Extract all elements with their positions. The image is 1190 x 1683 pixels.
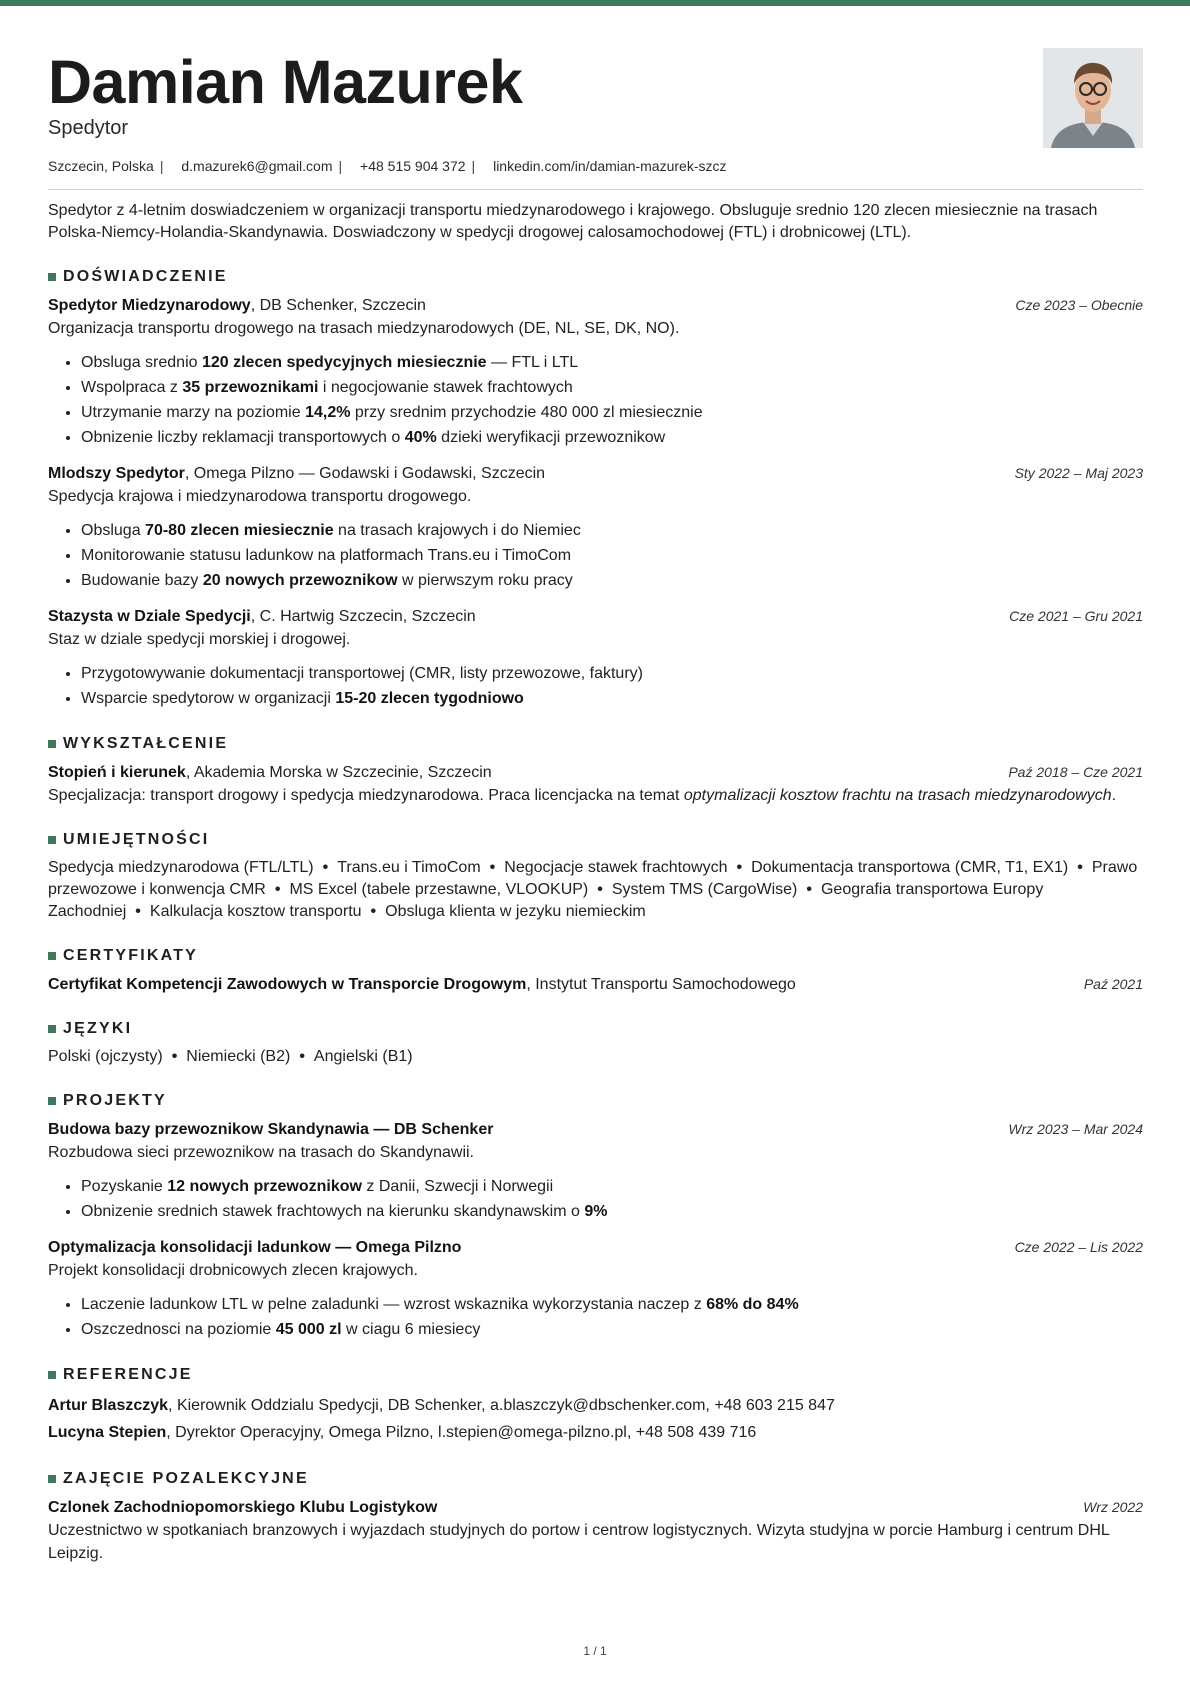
entry-title (48, 1496, 437, 1519)
reference-details: , Kierownik Oddzialu Spedycji, DB Schenker, a.blaszczyk@dbschenker.com, +48 603 215 847 (168, 1397, 835, 1414)
bullet-dot-icon: • (736, 859, 743, 876)
portrait-image (1043, 48, 1143, 148)
resume-header (48, 0, 1143, 190)
section-marker-icon (48, 273, 56, 281)
resume-content (48, 0, 1143, 1577)
achievement-item: • Wsparcie spedytorow w organizacji 15-20 zlecen tygodniowo (81, 686, 1143, 711)
skill-item: Dokumentacja transportowa (CMR, T1, EX1) (751, 859, 1069, 876)
bullet-dot-icon: • (806, 881, 812, 898)
project-entry (48, 1118, 1143, 1224)
contact-phone[interactable]: +48 515 904 372 (360, 158, 466, 174)
achievement-item: • Obnizenie liczby reklamacji transportowych o 40% dzieki weryfikacji przewoznikow (81, 425, 1143, 450)
languages-section (48, 1018, 1143, 1068)
entry-title (48, 761, 492, 784)
education-section (48, 733, 1143, 807)
bullet-dot-icon: • (322, 859, 329, 876)
contact-location: Szczecin, Polska (48, 158, 154, 174)
entry-header (48, 1236, 1143, 1259)
bullet-dot-icon: • (274, 881, 281, 898)
section-title-references: REFERENCJE (63, 1366, 193, 1383)
entry-date: Paź 2018 – Cze 2021 (1008, 764, 1143, 780)
reference-item (48, 1392, 1143, 1419)
entry-title (48, 294, 426, 317)
reference-details: , Dyrektor Operacyjny, Omega Pilzno, l.stepien@omega-pilzno.pl, +48 508 439 716 (166, 1424, 757, 1441)
section-title-languages: JĘZYKI (63, 1020, 133, 1037)
bullet-dot-icon: • (489, 859, 496, 876)
entry-date: Sty 2022 – Maj 2023 (1014, 465, 1143, 481)
job-role: Spedytor Miedzynarodowy (48, 297, 251, 314)
entry-title (48, 1118, 493, 1141)
job-company: , Omega Pilzno — Godawski i Godawski, Szczecin (184, 465, 546, 482)
achievement-item: • Budowanie bazy 20 nowych przewoznikow w pierwszym roku pracy (81, 568, 1143, 593)
experience-section (48, 266, 1143, 711)
achievement-item: • Wspolpraca z 35 przewoznikami i negocjowanie stawek frachtowych (81, 375, 1143, 400)
achievement-item: • Pozyskanie 12 nowych przewoznikow z Danii, Szwecji i Norwegii (81, 1174, 1143, 1199)
bullet-dot-icon: • (299, 1048, 305, 1065)
achievement-list (48, 1292, 1143, 1342)
section-marker-icon (48, 1475, 56, 1483)
entry-header (48, 761, 1143, 784)
achievement-item: • Obsluga 70-80 zlecen miesiecznie na trasach krajowych i do Niemiec (81, 518, 1143, 543)
skills-section (48, 829, 1143, 923)
certificate-issuer: , Instytut Transportu Samochodowego (526, 976, 796, 993)
achievement-list (48, 518, 1143, 593)
section-marker-icon (48, 1097, 56, 1105)
job-role: Mlodszy Spedytor (48, 465, 185, 482)
candidate-name: Damian Mazurek (48, 48, 523, 116)
skill-item: Spedycja miedzynarodowa (FTL/LTL) (48, 859, 314, 876)
education-entry (48, 761, 1143, 807)
section-title-education: WYKSZTAŁCENIE (63, 735, 229, 752)
language-item: Angielski (B1) (313, 1048, 413, 1065)
bullet-dot-icon: • (135, 903, 141, 920)
achievement-item: • Obsluga srednio 120 zlecen spedycyjnych miesiecznie — FTL i LTL (81, 350, 1143, 375)
entry-description: Projekt konsolidacji drobnicowych zlecen krajowych. (48, 1262, 418, 1279)
entry-description: Spedycja krajowa i miedzynarodowa transportu drogowego. (48, 488, 472, 505)
entry-description: Specjalizacja: transport drogowy i spedycja miedzynarodowa. Praca licencjacka na temat optymalizacji kosztow frachtu na trasach miedzynarodowych. (48, 787, 1117, 804)
skill-item: System TMS (CargoWise) (611, 881, 798, 898)
section-heading (48, 945, 1143, 967)
contact-email[interactable]: d.mazurek6@gmail.com (181, 158, 333, 174)
achievement-list (48, 350, 1143, 450)
skill-item: Trans.eu i TimoCom (337, 859, 481, 876)
header-divider (48, 189, 1143, 190)
experience-entry (48, 605, 1143, 711)
contact-separator: | (338, 158, 343, 174)
entry-date: Cze 2023 – Obecnie (1015, 297, 1143, 313)
bullet-dot-icon: • (1077, 859, 1083, 876)
entry-date: Wrz 2022 (1083, 1499, 1143, 1515)
job-company: , DB Schenker, Szczecin (250, 297, 426, 314)
section-heading (48, 1090, 1143, 1112)
bullet-dot-icon: • (171, 1048, 178, 1065)
skill-item: Prawo przewozowe i konwencja CMR (48, 859, 1138, 898)
section-heading (48, 1018, 1143, 1040)
certificates-section (48, 945, 1143, 996)
contact-linkedin[interactable]: linkedin.com/in/damian-mazurek-szcz (493, 158, 727, 174)
activity-name: Czlonek Zachodniopomorskiego Klubu Logistykow (48, 1499, 438, 1516)
entry-title (48, 605, 476, 628)
entry-description: Rozbudowa sieci przewoznikow na trasach do Skandynawii. (48, 1144, 474, 1161)
skill-item: Negocjacje stawek frachtowych (504, 859, 728, 876)
page-number: 1 / 1 (583, 1644, 607, 1658)
section-title-extracurricular: ZAJĘCIE POZALEKCYJNE (63, 1470, 309, 1487)
section-title-projects: PROJEKTY (63, 1092, 167, 1109)
languages-list (48, 1046, 1143, 1068)
section-marker-icon (48, 1025, 56, 1033)
skill-item: MS Excel (tabele przestawne, VLOOKUP) (289, 881, 589, 898)
entry-description: Organizacja transportu drogowego na trasach miedzynarodowych (DE, NL, SE, DK, NO). (48, 320, 680, 337)
job-role: Stazysta w Dziale Spedycji (48, 608, 251, 625)
achievement-item: • Przygotowywanie dokumentacji transportowej (CMR, listy przewozowe, faktury) (81, 661, 1143, 686)
entry-date: Wrz 2023 – Mar 2024 (1008, 1121, 1143, 1137)
projects-section (48, 1090, 1143, 1342)
achievement-item: • Laczenie ladunkow LTL w pelne zaladunki — wzrost wskaznika wykorzystania naczep z 68% do 84% (81, 1292, 1143, 1317)
section-marker-icon (48, 952, 56, 960)
section-title-skills: UMIEJĘTNOŚCI (63, 831, 210, 848)
achievement-item: • Utrzymanie marzy na poziomie 14,2% przy srednim przychodzie 480 000 zl miesiecznie (81, 400, 1143, 425)
entry-header (48, 605, 1143, 628)
entry-date: Cze 2021 – Gru 2021 (1009, 608, 1143, 624)
entry-header (48, 462, 1143, 485)
entry-header (48, 1496, 1143, 1519)
project-name: Optymalizacja konsolidacji ladunkow — Omega Pilzno (48, 1239, 462, 1256)
entry-header (48, 973, 1143, 996)
skill-item: Geografia transportowa Europy Zachodniej (48, 881, 1044, 920)
language-item: Polski (ojczysty) (48, 1048, 163, 1065)
achievement-list (48, 1174, 1143, 1224)
section-marker-icon (48, 836, 56, 844)
bullet-dot-icon: • (597, 881, 603, 898)
achievement-item: • Monitorowanie statusu ladunkow na platformach Trans.eu i TimoCom (81, 543, 1143, 568)
school: , Akademia Morska w Szczecinie, Szczecin (185, 764, 492, 781)
entry-description: Staz w dziale spedycji morskiej i drogowej. (48, 631, 351, 648)
entry-title (48, 1236, 461, 1259)
skill-item: Obsluga klienta w jezyku niemieckim (385, 903, 646, 920)
activity-entry (48, 1496, 1143, 1565)
entry-header (48, 294, 1143, 317)
project-name: Budowa bazy przewoznikow Skandynawia — DB Schenker (48, 1121, 494, 1138)
project-entry (48, 1236, 1143, 1342)
achievement-list (48, 661, 1143, 711)
entry-date: Cze 2022 – Lis 2022 (1014, 1239, 1143, 1255)
job-company: , C. Hartwig Szczecin, Szczecin (250, 608, 476, 625)
section-heading (48, 266, 1143, 288)
section-title-certificates: CERTYFIKATY (63, 947, 199, 964)
section-heading (48, 829, 1143, 851)
reference-item (48, 1419, 1143, 1446)
section-marker-icon (48, 1371, 56, 1379)
bullet-dot-icon: • (370, 903, 377, 920)
profile-summary: Spedytor z 4-letnim doswiadczeniem w organizacji transportu miedzynarodowego i krajowego. Obsluguje srednio 120 zlecen miesiecznie na trasach Polska-Niemcy-Holandia-Skandynawia. Doswiadczony w spedycji drogowej calosamochodowej (FTL) i drobnicowej (LTL). (48, 202, 1098, 241)
reference-name: Artur Blaszczyk (48, 1397, 169, 1414)
section-heading (48, 1364, 1143, 1386)
section-heading (48, 1468, 1143, 1490)
entry-title (48, 973, 796, 996)
skill-item: Kalkulacja kosztow transportu (149, 903, 362, 920)
certificate-entry (48, 973, 1143, 996)
extracurricular-section (48, 1468, 1143, 1565)
achievement-item: • Oszczednosci na poziomie 45 000 zl w ciagu 6 miesiecy (81, 1317, 1143, 1342)
degree: Stopień i kierunek (48, 764, 186, 781)
entry-date: Paź 2021 (1083, 976, 1143, 992)
section-title-experience: DOŚWIADCZENIE (63, 268, 228, 285)
language-item: Niemiecki (B2) (186, 1048, 291, 1065)
achievement-item: • Obnizenie srednich stawek frachtowych na kierunku skandynawskim o 9% (81, 1199, 1143, 1224)
contact-line (48, 156, 727, 176)
experience-entry (48, 462, 1143, 593)
references-section (48, 1364, 1143, 1446)
section-heading (48, 733, 1143, 755)
reference-name: Lucyna Stepien (48, 1424, 167, 1441)
skills-list (48, 857, 1143, 923)
entry-title (48, 462, 545, 485)
entry-header (48, 1118, 1143, 1141)
job-title: Spedytor (48, 117, 129, 139)
profile-photo (1043, 48, 1143, 148)
contact-separator: | (159, 158, 164, 174)
experience-entry (48, 294, 1143, 450)
certificate-name: Certyfikat Kompetencji Zawodowych w Transporcie Drogowym (48, 976, 527, 993)
section-marker-icon (48, 740, 56, 748)
contact-separator: | (471, 158, 476, 174)
entry-description: Uczestnictwo w spotkaniach branzowych i wyjazdach studyjnych do portow i centrow logistycznych. Wizyta studyjna w porcie Hamburg i centrum DHL Leipzig. (48, 1522, 1110, 1562)
